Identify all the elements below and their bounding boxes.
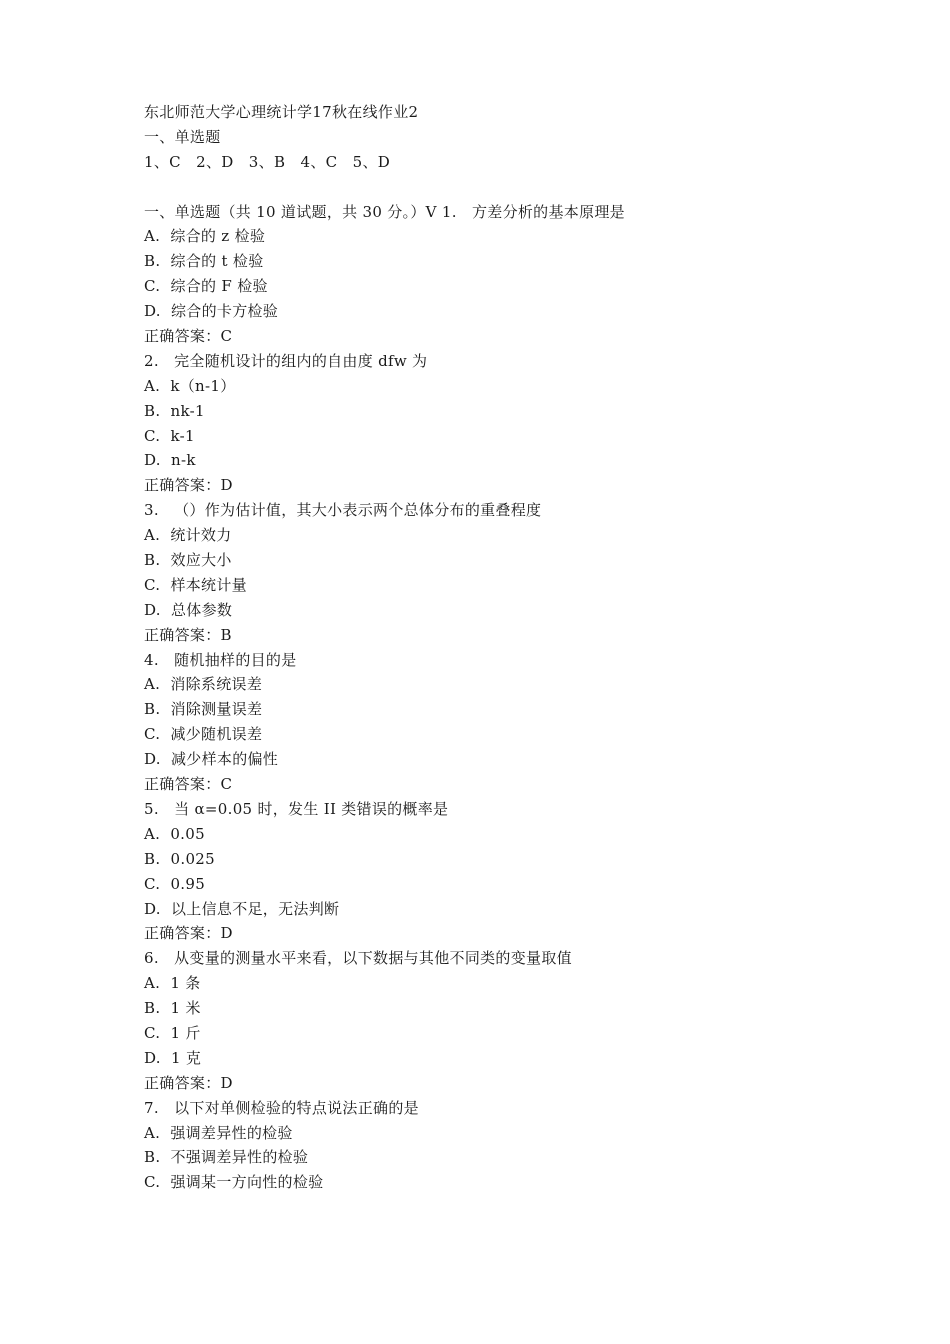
q2-stem: 2. 完全随机设计的组内的自由度 dfw 为 — [144, 351, 428, 370]
q4-option-b: B. 消除测量误差 — [144, 700, 263, 719]
q5-option-b: B. 0.025 — [144, 849, 215, 868]
q5-stem: 5. 当 α=0.05 时，发生 II 类错误的概率是 — [144, 799, 449, 818]
q5-option-a: A. 0.05 — [144, 824, 205, 843]
q1-answer: 正确答案：C — [144, 327, 233, 346]
q6-stem: 6. 从变量的测量水平来看，以下数据与其他不同类的变量取值 — [144, 949, 572, 968]
q7-option-a: A. 强调差异性的检验 — [144, 1123, 293, 1142]
q5-option-d: D. 以上信息不足，无法判断 — [144, 899, 340, 918]
document-body — [144, 100, 844, 1195]
q2-answer: 正确答案：D — [144, 476, 233, 495]
q6-option-b: B. 1 米 — [144, 999, 201, 1018]
section-intro-question-1: 一、单选题（共 10 道试题，共 30 分。）V 1. 方差分析的基本原理是 — [144, 202, 625, 221]
q6-option-a: A. 1 条 — [144, 974, 201, 993]
section-heading: 一、单选题 — [144, 127, 221, 146]
q4-option-a: A. 消除系统误差 — [144, 675, 263, 694]
q1-option-b: B. 综合的 t 检验 — [144, 252, 264, 271]
q6-option-c: C. 1 斤 — [144, 1023, 201, 1042]
q4-option-c: C. 减少随机误差 — [144, 725, 263, 744]
q2-option-c: C. k-1 — [144, 426, 195, 445]
q3-answer: 正确答案：B — [144, 625, 232, 644]
q2-option-a: A. k（n-1） — [144, 376, 236, 395]
q1-option-a: A. 综合的 z 检验 — [144, 227, 266, 246]
q3-stem: 3. （）作为估计值，其大小表示两个总体分布的重叠程度 — [144, 501, 542, 520]
q7-stem: 7. 以下对单侧检验的特点说法正确的是 — [144, 1098, 419, 1117]
q3-option-a: A. 统计效力 — [144, 526, 232, 545]
q3-option-d: D. 总体参数 — [144, 600, 233, 619]
q5-option-c: C. 0.95 — [144, 874, 206, 893]
q1-option-d: D. 综合的卡方检验 — [144, 302, 279, 321]
document-title: 东北师范大学心理统计学17秋在线作业2 — [144, 103, 419, 121]
q3-option-b: B. 效应大小 — [144, 551, 232, 570]
q7-option-b: B. 不强调差异性的检验 — [144, 1148, 309, 1167]
q6-answer: 正确答案：D — [144, 1073, 233, 1092]
answer-key: 1、C 2、D 3、B 4、C 5、D — [144, 152, 391, 171]
q2-option-d: D. n-k — [144, 451, 196, 470]
q5-answer: 正确答案：D — [144, 924, 233, 943]
q2-option-b: B. nk-1 — [144, 401, 205, 420]
q4-option-d: D. 减少样本的偏性 — [144, 750, 279, 769]
q6-option-d: D. 1 克 — [144, 1048, 202, 1067]
q7-option-c: C. 强调某一方向性的检验 — [144, 1173, 324, 1192]
q1-option-c: C. 综合的 F 检验 — [144, 277, 268, 296]
q4-answer: 正确答案：C — [144, 775, 233, 794]
blank-line — [144, 175, 844, 200]
q3-option-c: C. 样本统计量 — [144, 575, 247, 594]
q4-stem: 4. 随机抽样的目的是 — [144, 650, 297, 669]
